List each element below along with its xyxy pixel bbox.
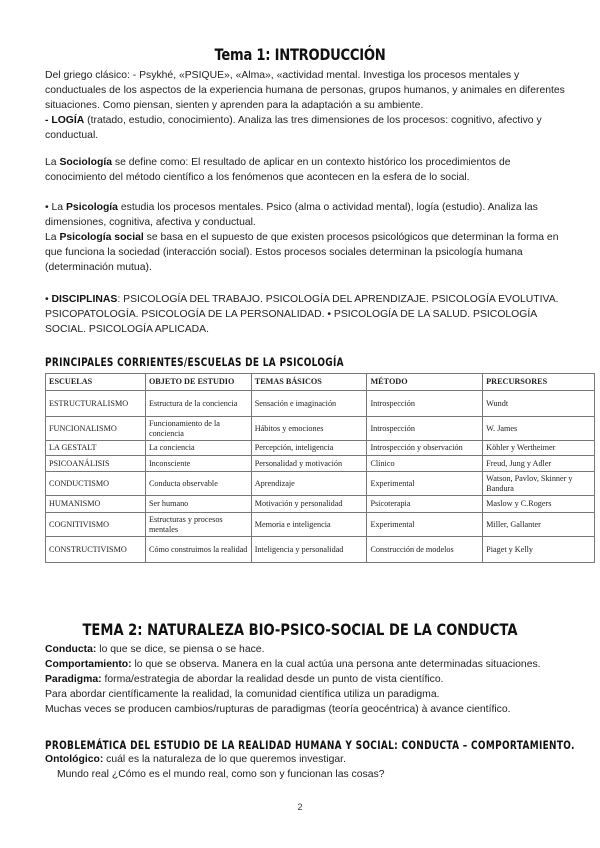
table-cell: Sensación e imaginación bbox=[251, 391, 367, 417]
psicologia-prefix: • La bbox=[45, 202, 66, 213]
conducta-term: Conducta: bbox=[45, 644, 97, 655]
psicologia-term: Psicología bbox=[65, 202, 118, 213]
table-cell: Wundt bbox=[483, 391, 595, 417]
table-header-row bbox=[46, 374, 595, 391]
sociologia-prefix: La bbox=[45, 157, 60, 168]
psicologia-paragraph bbox=[45, 200, 565, 275]
table-cell: Miller, Gallanter bbox=[483, 513, 595, 537]
table-cell: Piaget y Kelly bbox=[483, 537, 595, 563]
table-cell: Cómo construimos la realidad bbox=[145, 537, 251, 563]
table-row bbox=[46, 441, 595, 456]
logia-definition: (tratado, estudio, conocimiento). Analiza las tres dimensiones de los procesos: cognitivo, afectivo y conductual. bbox=[45, 115, 542, 141]
table-cell: Funcionamiento de la conciencia bbox=[145, 417, 251, 441]
table-row bbox=[46, 537, 595, 563]
disciplinas-term: DISCIPLINAS bbox=[51, 294, 118, 305]
column-header: OBJETO DE ESTUDIO bbox=[145, 374, 251, 391]
intro-paragraph bbox=[45, 68, 565, 143]
column-header: MÉTODO bbox=[367, 374, 483, 391]
column-header: ESCUELAS bbox=[46, 374, 146, 391]
table-cell: Psicoterapia bbox=[367, 496, 483, 513]
table-cell: ESTRUCTURALISMO bbox=[46, 391, 146, 417]
disciplinas-paragraph bbox=[45, 292, 565, 337]
table-cell: Introspección bbox=[367, 391, 483, 417]
table-cell: CONDUCTISMO bbox=[46, 472, 146, 496]
table-cell: COGNITIVISMO bbox=[46, 513, 146, 537]
table-cell: Maslow y C.Rogers bbox=[483, 496, 595, 513]
schools-table bbox=[45, 373, 595, 563]
sociologia-definition: se define como: El resultado de aplicar en un contexto histórico los procedimientos de conocimiento del método científico a los fenómenos que acontecen en la esfera de lo social. bbox=[45, 157, 511, 183]
paradigma-definition: forma/estrategia de abordar la realidad desde un punto de vista científico. bbox=[101, 674, 444, 685]
table-cell: Construcción de modelos bbox=[367, 537, 483, 563]
table-cell: La conciencia bbox=[145, 441, 251, 456]
ontologico-term: Ontológico: bbox=[45, 754, 104, 765]
table-row bbox=[46, 472, 595, 496]
table-cell: Watson, Pavlov, Skinner y Bandura bbox=[483, 472, 595, 496]
psique-definition: Del griego clásico: - Psykhé, «PSIQUE», «Alma», «actividad mental. Investiga los procesos mentales y conductuales de los aspectos de la experiencia humana de personas, grupos humanos, y animales en diferentes situaciones. Como piensan, sienten y aprenden para la adaptación a su ambiente. bbox=[45, 70, 565, 111]
table-cell: Percepción, inteligencia bbox=[251, 441, 367, 456]
comportamiento-definition: lo que se observa. Manera en la cual actúa una persona ante determinadas situaciones. bbox=[131, 659, 541, 670]
table-cell: Estructura de la conciencia bbox=[145, 391, 251, 417]
table-cell: Conducta observable bbox=[145, 472, 251, 496]
tema2-definitions bbox=[45, 642, 565, 717]
psicologia-social-prefix: La bbox=[45, 232, 60, 243]
table-cell: Ser humano bbox=[145, 496, 251, 513]
table-cell: Personalidad y motivación bbox=[251, 456, 367, 472]
psicologia-social-term: Psicología social bbox=[59, 232, 144, 243]
page-number: 2 bbox=[297, 802, 303, 812]
problem-heading: PROBLEMÁTICA DEL ESTUDIO DE LA REALIDAD HUMANA Y SOCIAL: CONDUCTA – COMPORTAMIENTO. bbox=[45, 738, 575, 752]
tema2-title: TEMA 2: NATURALEZA BIO-PSICO-SOCIAL DE LA CONDUCTA bbox=[82, 620, 518, 639]
comportamiento-term: Comportamiento: bbox=[45, 659, 132, 670]
table-row bbox=[46, 391, 595, 417]
table-cell: Clínico bbox=[367, 456, 483, 472]
table-row bbox=[46, 456, 595, 472]
table-cell: Introspección bbox=[367, 417, 483, 441]
table-cell: Hábitos y emociones bbox=[251, 417, 367, 441]
column-header: TEMAS BÁSICOS bbox=[251, 374, 367, 391]
table-row bbox=[46, 513, 595, 537]
table-row bbox=[46, 417, 595, 441]
table-row bbox=[46, 496, 595, 513]
ontologico-definition: cuál es la naturaleza de lo que queremos investigar. bbox=[103, 754, 346, 765]
psicologia-definition: estudia los procesos mentales. Psico (alma o actividad mental), logía (estudio). Analiza las dimensiones, cognitiva, afectiva y conductual. bbox=[45, 202, 538, 228]
table-cell: Aprendizaje bbox=[251, 472, 367, 496]
tema1-title: Tema 1: INTRODUCCIÓN bbox=[214, 45, 386, 64]
table-cell: Memoria e inteligencia bbox=[251, 513, 367, 537]
table-cell: HUMANISMO bbox=[46, 496, 146, 513]
conducta-definition: lo que se dice, se piensa o se hace. bbox=[96, 644, 265, 655]
table-cell: Experimental bbox=[367, 472, 483, 496]
table-heading: PRINCIPALES CORRIENTES/ESCUELAS DE LA PSICOLOGÍA bbox=[45, 355, 344, 369]
table-cell: Inconsciente bbox=[145, 456, 251, 472]
logia-term: - LOGÍA bbox=[45, 115, 85, 126]
table-cell: LA GESTALT bbox=[46, 441, 146, 456]
sociologia-paragraph bbox=[45, 155, 565, 185]
table-cell: CONSTRUCTIVISMO bbox=[46, 537, 146, 563]
disciplinas-prefix: • bbox=[45, 294, 52, 305]
column-header: PRECURSORES bbox=[483, 374, 595, 391]
sociologia-term: Sociología bbox=[59, 157, 112, 168]
table-cell: W. James bbox=[483, 417, 595, 441]
paradigma-line: Para abordar científicamente la realidad, la comunidad científica utiliza un paradigma. bbox=[45, 689, 440, 700]
psicologia-social-definition: se basa en el supuesto de que existen procesos psicológicos que determinan la forma en que funciona la sociedad (interacción social). Estos procesos sociales determinan la psicología humana (determinación mutua). bbox=[45, 232, 559, 273]
table-cell: Motivación y personalidad bbox=[251, 496, 367, 513]
table-cell: Introspección y observación bbox=[367, 441, 483, 456]
table-cell: FUNCIONALISMO bbox=[46, 417, 146, 441]
paradigm-change-line: Muchas veces se producen cambios/rupturas de paradigmas (teoría geocéntrica) à avance científico. bbox=[45, 704, 511, 715]
table-cell: Estructuras y procesos mentales bbox=[145, 513, 251, 537]
table-cell: Köhler y Wertheimer bbox=[483, 441, 595, 456]
table-cell: Inteligencia y personalidad bbox=[251, 537, 367, 563]
table-cell: Freud, Jung y Adler bbox=[483, 456, 595, 472]
table-cell: PSICOANÁLISIS bbox=[46, 456, 146, 472]
table-cell: Experimental bbox=[367, 513, 483, 537]
ontologico-paragraph bbox=[45, 752, 565, 782]
disciplinas-list: : PSICOLOGÍA DEL TRABAJO. PSICOLOGÍA DEL APRENDIZAJE. PSICOLOGÍA EVOLUTIVA. PSICOPATOLOGÍA. PSICOLOGÍA DE LA PERSONALIDAD. • PSICOLOGÍA DE LA SALUD. PSICOLOGÍA SOCIAL. PSICOLOGÍA APLICADA. bbox=[45, 294, 559, 335]
mundo-real-line: Mundo real ¿Cómo es el mundo real, como son y funcionan las cosas? bbox=[57, 769, 385, 780]
paradigma-term: Paradigma: bbox=[45, 674, 102, 685]
